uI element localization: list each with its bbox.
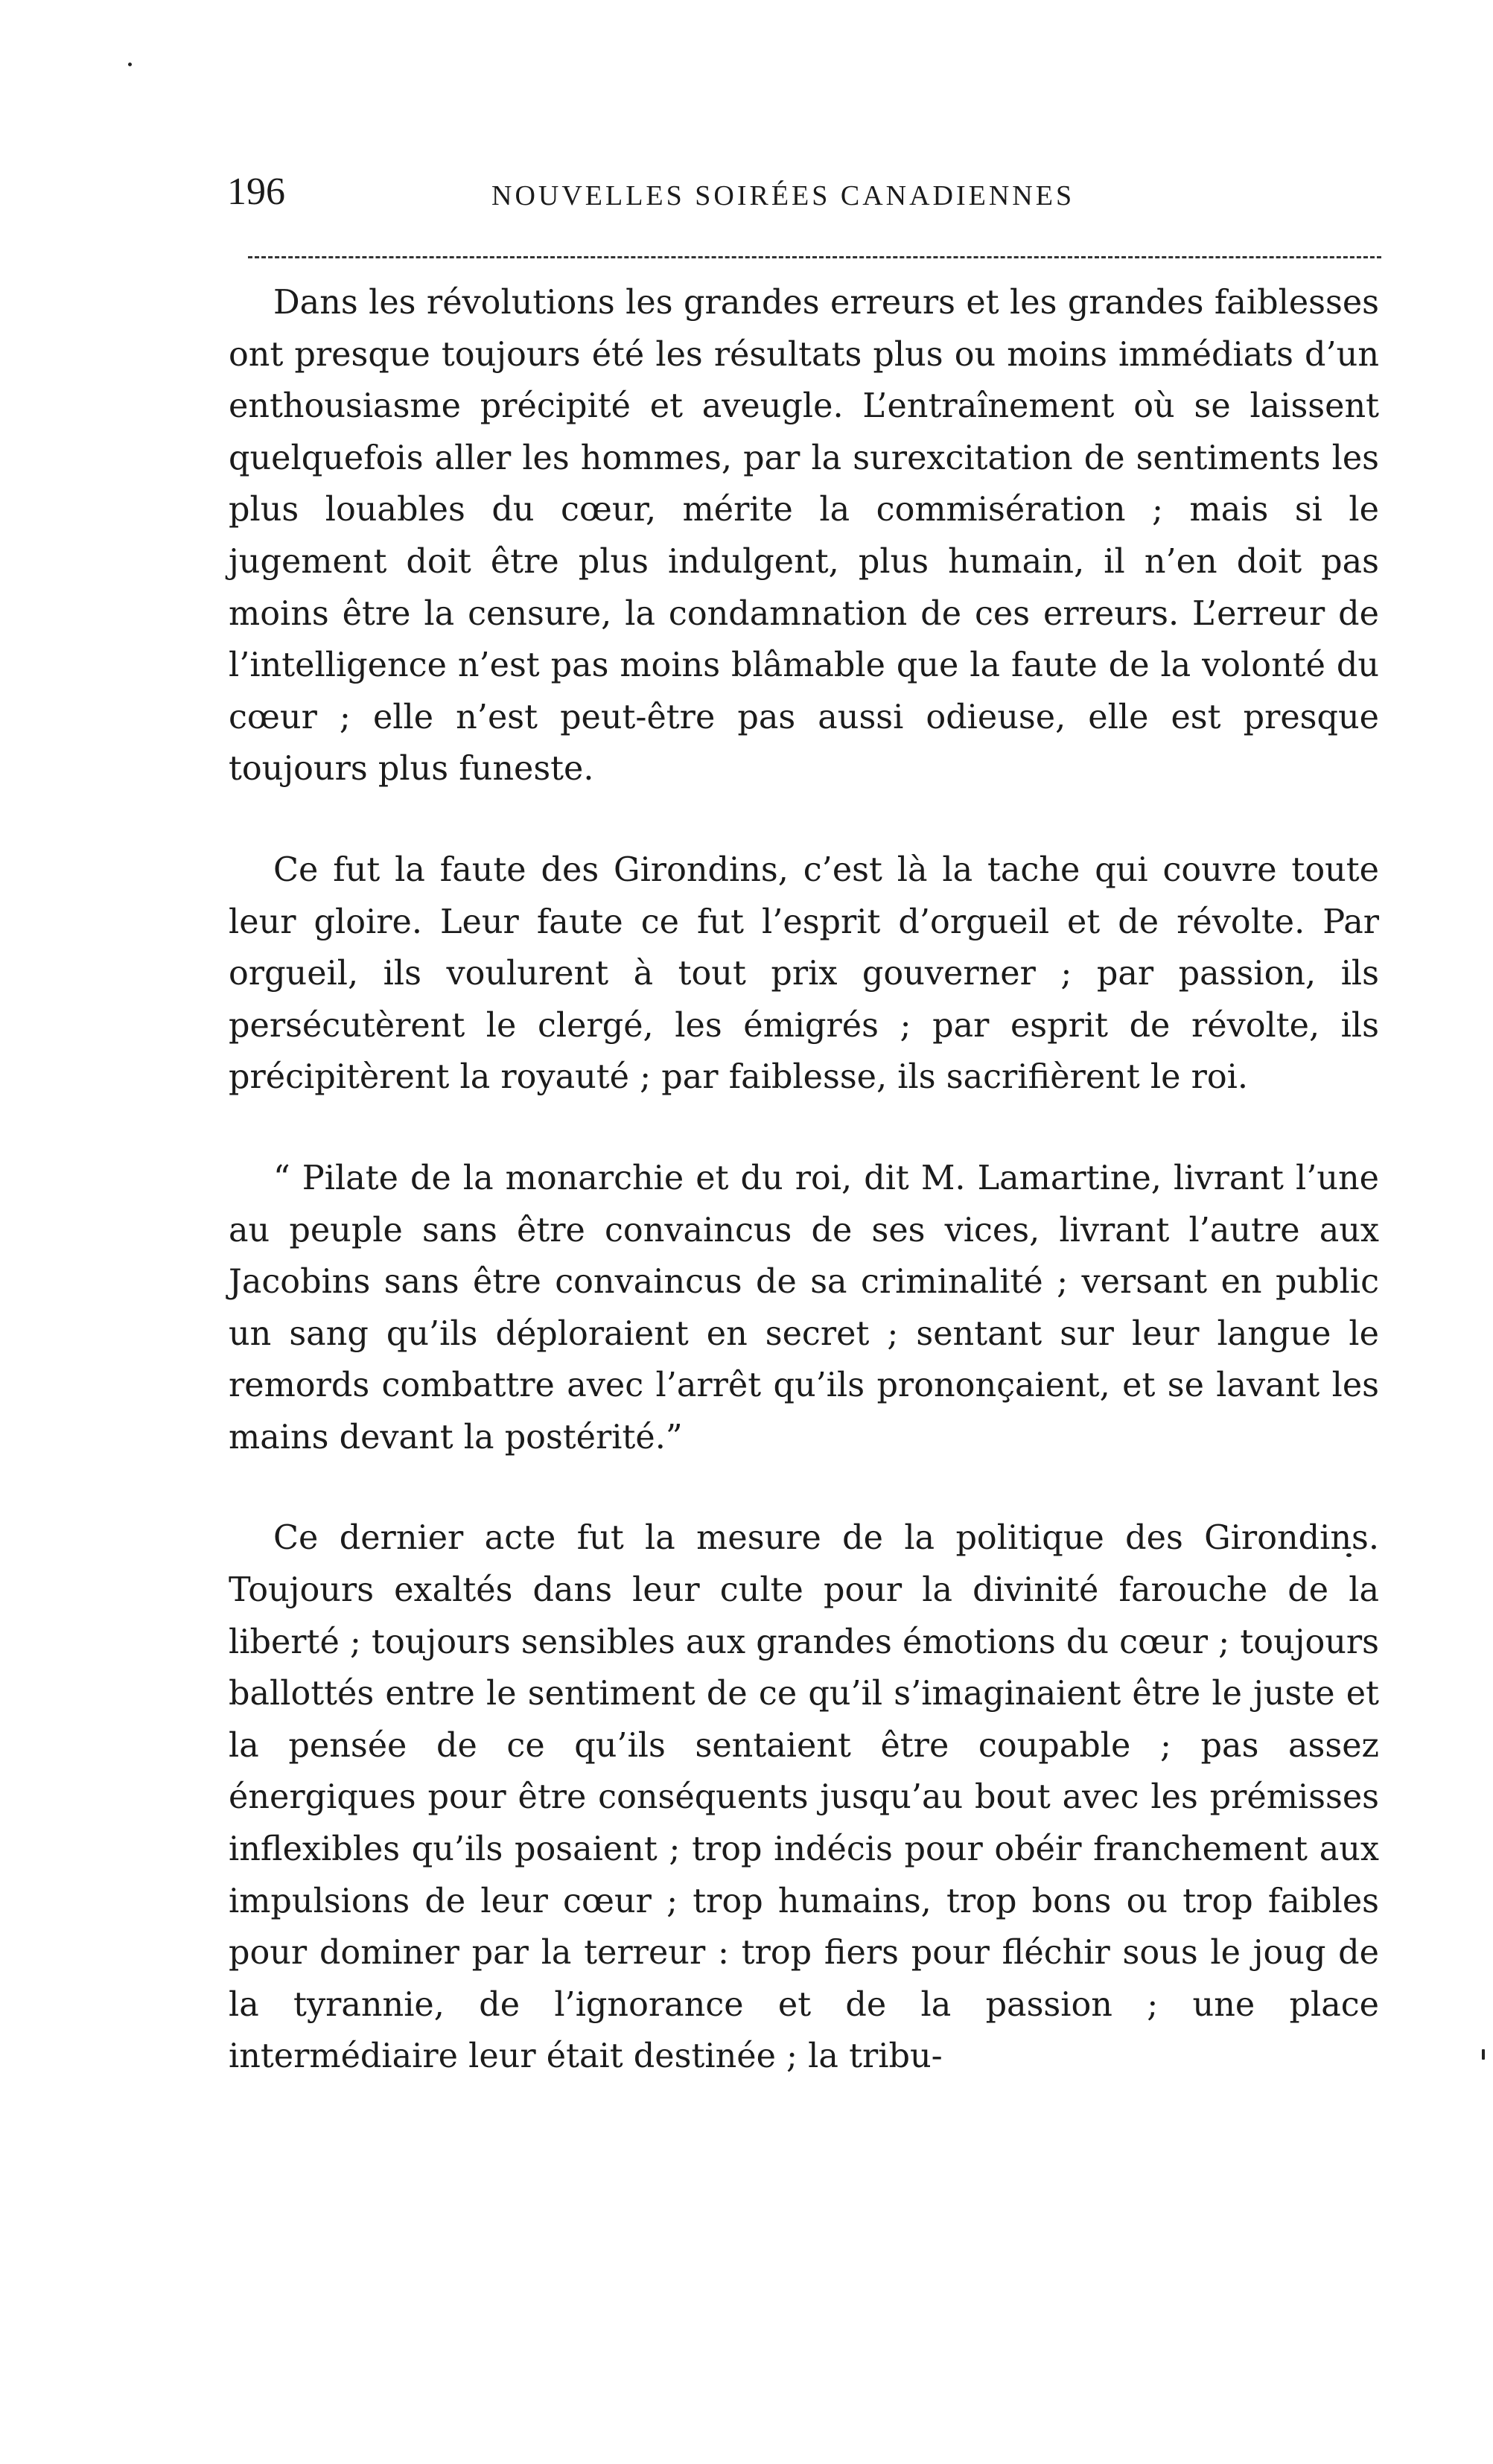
print-speck: [1482, 2049, 1485, 2060]
paragraph-2: Ce fut la faute des Girondins, c’est là la tache qui couvre toute leur gloire. Leur faute ce fut l’esprit d’orgueil et de révolte. Par orgueil, ils voulurent à tout prix gouverner ; par passion, ils persécutèrent le clergé, les émigrés ; par esprit de révolte, ils précipitèrent la royauté ; par faiblesse, ils sacrifièrent le roi.: [229, 850, 1379, 1097]
running-head: [227, 170, 1378, 229]
page-number: 196: [227, 171, 285, 213]
running-title: NOUVELLES SOIRÉES CANADIENNES: [491, 180, 1075, 211]
header-rule: [248, 256, 1381, 258]
body-text: [229, 277, 1379, 2083]
print-speck: [128, 63, 132, 66]
paragraph-4: Ce dernier acte fut la mesure de la politique des Girondins. Toujours exaltés dans leur culte pour la divinité farouche de la liberté ; toujours sensibles aux grandes émotions du cœur ; toujours ballottés entre le sentiment de ce qu’il s’imaginaient être le juste et la pensée de ce qu’ils sentaient être coupable ; pas assez énergiques pour être conséquents jusqu’au bout avec les prémisses inflexibles qu’ils posaient ; trop indécis pour obéir franchement aux impulsions de leur cœur ; trop humains, trop bons ou trop faibles pour dominer par la terreur : trop fiers pour fléchir sous le joug de la tyrannie, de l’ignorance et de la passion ; une place intermédiaire leur était destinée ; la tribu-: [229, 1519, 1380, 2076]
paragraph-3-quotation: “ Pilate de la monarchie et du roi, dit M. Lamartine, livrant l’une au peuple sans être convaincus de ses vices, livrant l’autre aux Jacobins sans être convaincus de sa criminalité ; versant en public un sang qu’ils déploraient en secret ; sentant sur leur langue le remords combattre avec l’arrêt qu’ils prononçaient, et se lavant les mains devant la postérité.”: [229, 1159, 1379, 1457]
paragraph-1: Dans les révolutions les grandes erreurs et les grandes faiblesses ont presque toujours été les résultats plus ou moins immédiats d’un enthousiasme précipité et aveugle. L’entraînement où se laissent quelquefois aller les hommes, par la surexcitation de sentiments les plus louables du cœur, mérite la commisération ; mais si le jugement doit être plus indulgent, plus humain, il n’en doit pas moins être la censure, la condamnation de ces erreurs. L’erreur de l’intelligence n’est pas moins blâmable que la faute de la volonté du cœur ; elle n’est peut-être pas aussi odieuse, elle est presque toujours plus funeste.: [229, 284, 1379, 789]
